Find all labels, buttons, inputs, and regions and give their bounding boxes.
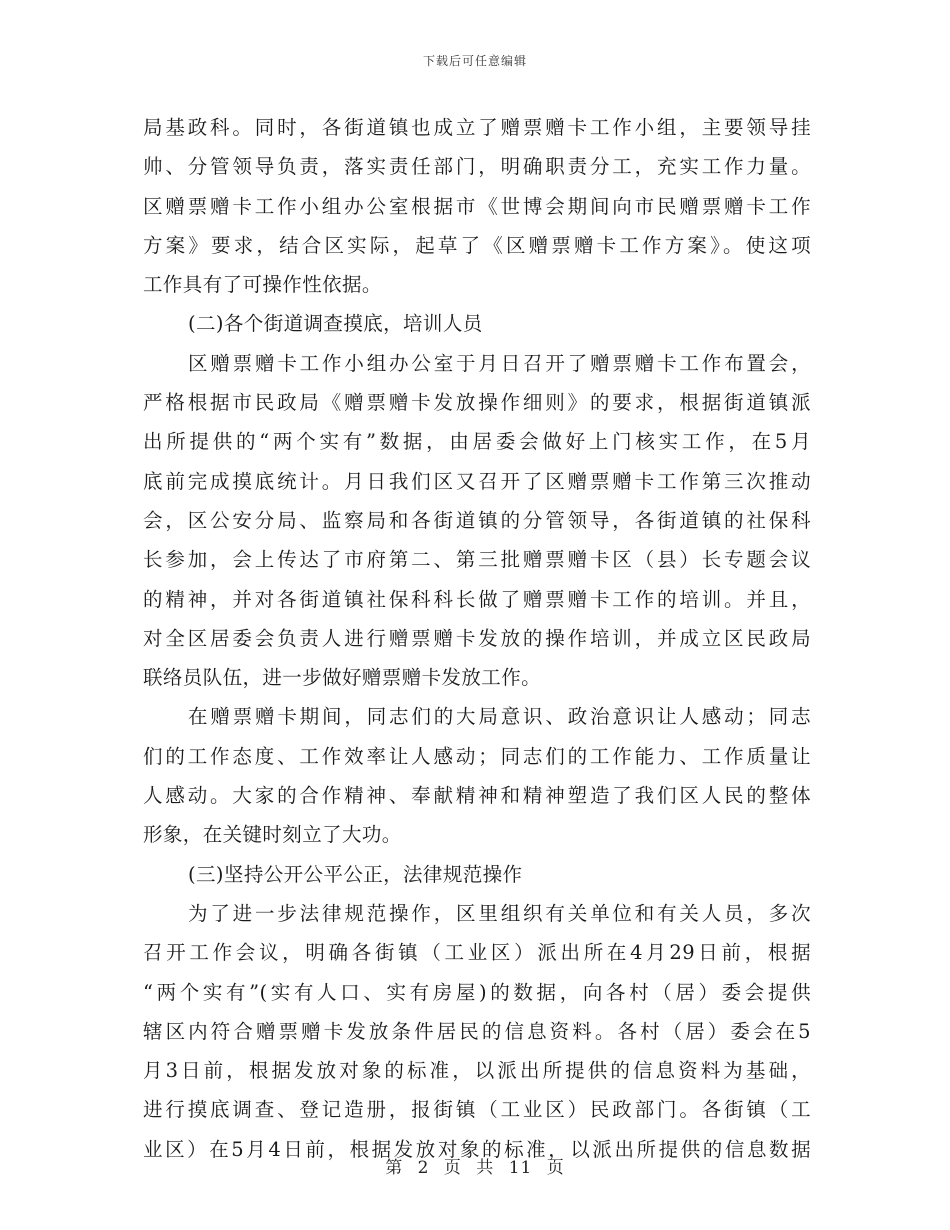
page-footer xyxy=(0,1153,950,1178)
text-line: 进行摸底调查、登记造册，报街镇（工业区）民政部门。各街镇（工 xyxy=(143,1098,811,1122)
document-body xyxy=(143,108,811,1169)
page-header xyxy=(0,52,950,69)
text-line: (二)各个街道调查摸底，培训人员 xyxy=(188,312,483,336)
text-line: 联络员队伍，进一步做好赠票赠卡发放工作。 xyxy=(143,666,542,690)
text-line: 们的工作态度、工作效率让人感动；同志们的工作能力、工作质量让 xyxy=(143,744,811,768)
text-line: 区赠票赠卡工作小组办公室于月日召开了赠票赠卡工作布置会， xyxy=(188,351,811,375)
footer-prefix: 第 xyxy=(385,1158,404,1178)
text-line: 方案》要求，结合区实际，起草了《区赠票赠卡工作方案》。使这项 xyxy=(143,233,811,257)
text-line: 工作具有了可操作性依据。 xyxy=(143,273,382,297)
text-line: 业区）在5月4日前，根据发放对象的标准，以派出所提供的信息数据 xyxy=(143,1137,811,1161)
text-line: 辖区内符合赠票赠卡发放条件居民的信息资料。各村（居）委会在5 xyxy=(143,1019,811,1043)
text-line: 严格根据市民政局《赠票赠卡发放操作细则》的要求，根据街道镇派 xyxy=(143,391,811,415)
text-line: 出所提供的“两个实有”数据，由居委会做好上门核实工作，在5月 xyxy=(143,430,811,454)
text-line: 长参加，会上传达了市府第二、第三批赠票赠卡区（县）长专题会议 xyxy=(143,548,811,572)
text-line: 月3日前，根据发放对象的标准，以派出所提供的信息资料为基础， xyxy=(143,1059,811,1083)
text-line: 帅、分管领导负责，落实责任部门，明确职责分工，充实工作力量。 xyxy=(143,155,811,179)
footer-total-unit: 页 xyxy=(546,1158,565,1178)
text-line: 为了进一步法律规范操作，区里组织有关单位和有关人员，多次 xyxy=(188,901,811,925)
text-line: 会，区公安分局、监察局和各街道镇的分管领导，各街道镇的社保科 xyxy=(143,508,811,532)
text-line: 区赠票赠卡工作小组办公室根据市《世博会期间向市民赠票赠卡工作 xyxy=(143,194,811,218)
text-line: 在赠票赠卡期间，同志们的大局意识、政治意识让人感动；同志 xyxy=(188,705,811,729)
footer-page-number: 2 xyxy=(417,1158,430,1178)
header-note: 下载后可任意编辑 xyxy=(422,54,527,68)
text-line: 对全区居委会负责人进行赠票赠卡发放的操作培训，并成立区民政局 xyxy=(143,626,811,650)
text-line: “两个实有”(实有人口、实有房屋)的数据，向各村（居）委会提供 xyxy=(143,980,811,1004)
footer-total-prefix: 共 xyxy=(476,1158,495,1178)
text-line: 形象，在关键时刻立了大功。 xyxy=(143,823,402,847)
text-line: 召开工作会议，明确各街镇（工业区）派出所在4月29日前，根据 xyxy=(143,941,811,965)
footer-page-unit: 页 xyxy=(443,1158,462,1178)
text-line: (三)坚持公开公平公正，法律规范操作 xyxy=(188,862,523,886)
text-line: 局基政科。同时，各街道镇也成立了赠票赠卡工作小组，主要领导挂 xyxy=(143,116,811,139)
text-line: 人感动。大家的合作精神、奉献精神和精神塑造了我们区人民的整体 xyxy=(143,784,811,808)
footer-total-pages: 11 xyxy=(508,1158,533,1178)
text-line: 的精神，并对各街道镇社保科科长做了赠票赠卡工作的培训。并且， xyxy=(143,587,811,611)
text-line: 底前完成摸底统计。月日我们区又召开了区赠票赠卡工作第三次推动 xyxy=(143,469,811,493)
